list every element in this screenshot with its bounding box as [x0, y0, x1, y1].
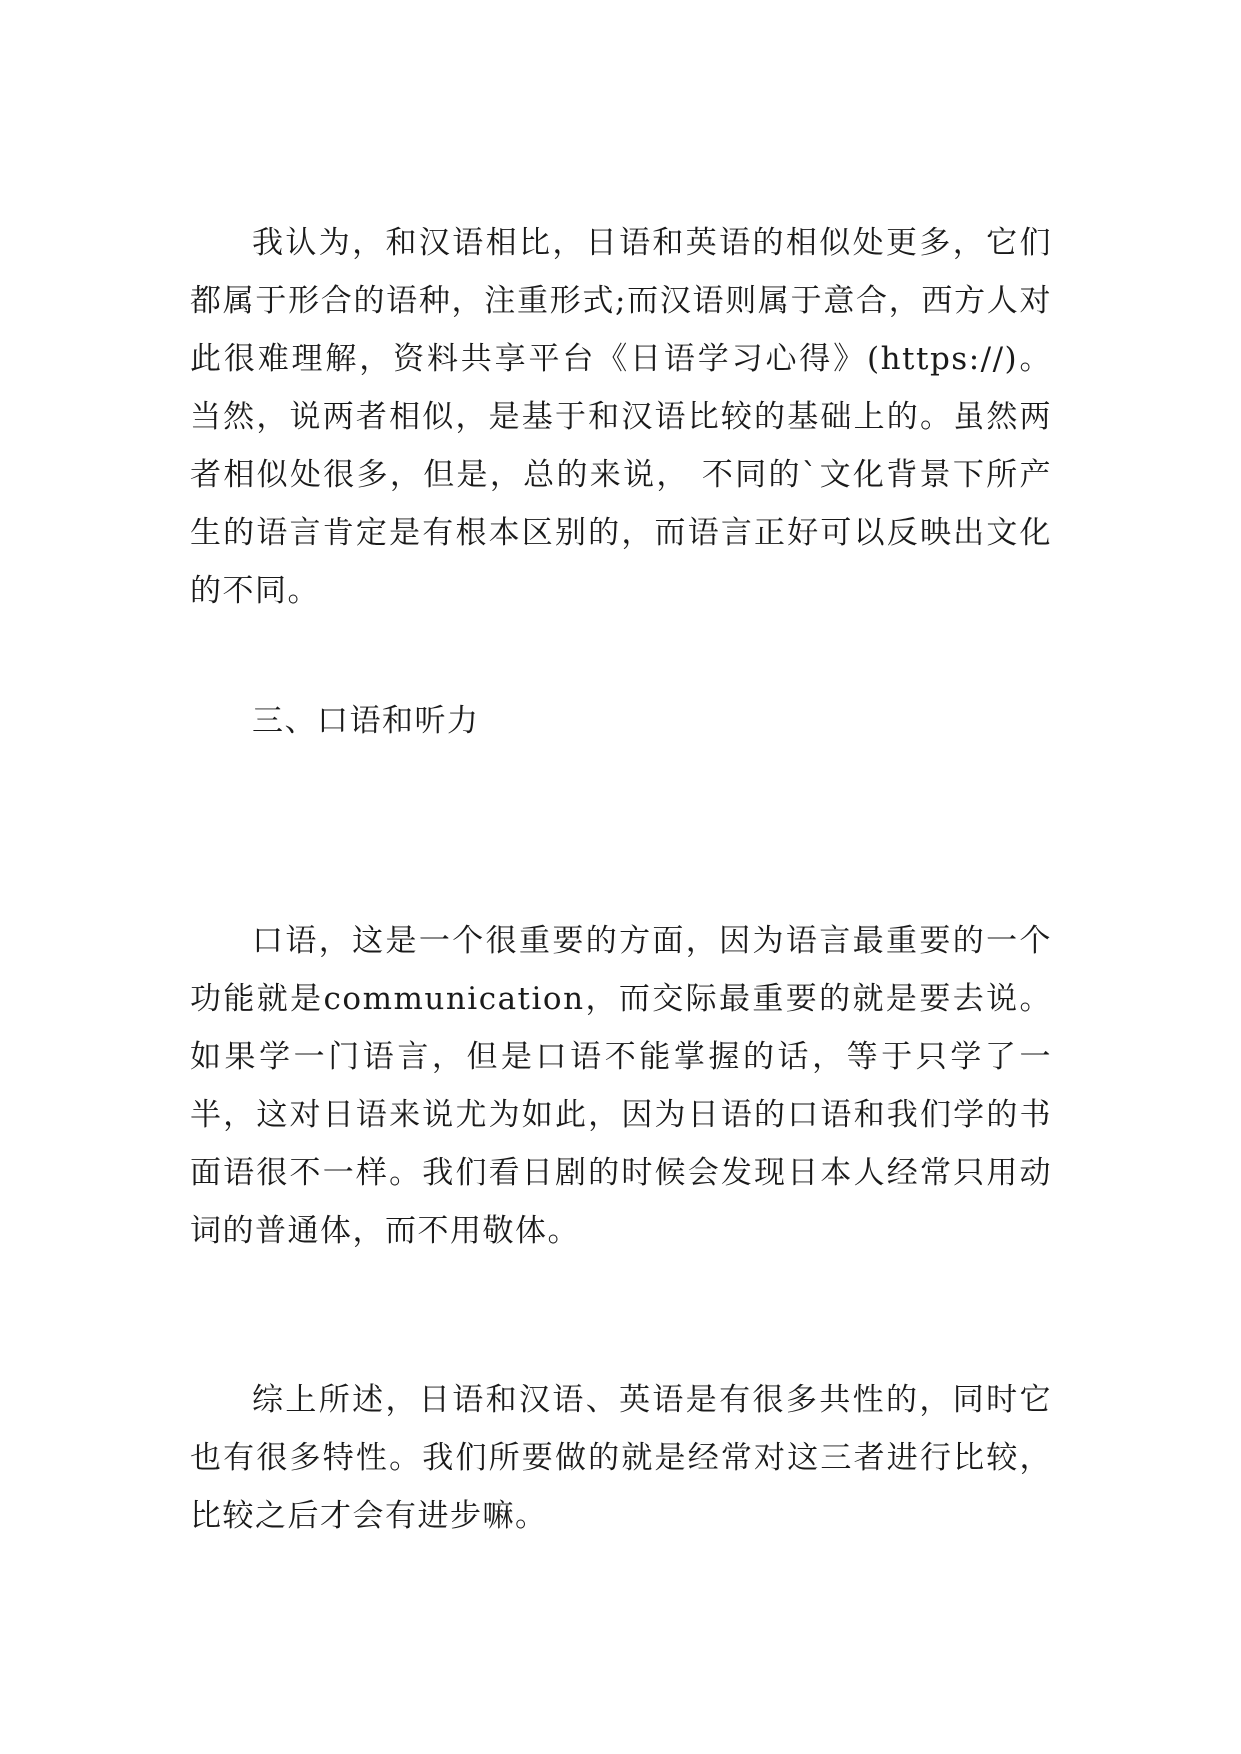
section-heading-speaking-listening: 三、口语和听力 — [252, 703, 480, 739]
paragraph-speaking: 口语，这是一个很重要的方面，因为语言最重要的一个功能就是communication，而交际最重要的就是要去说。如果学一门语言，但是口语不能掌握的话，等于只学了一半，这对日语来说尤为如此，因为日语的口语和我们学的书面语很不一样。我们看日剧的时候会发现日本人经常只用动词的普通体，而不用敬体。 — [190, 923, 1052, 1249]
paragraph-language-comparison: 我认为，和汉语相比，日语和英语的相似处更多，它们都属于形合的语种，注重形式;而汉语则属于意合，西方人对此很难理解，资料共享平台《日语学习心得》(https://)。当然，说两者相似，是基于和汉语比较的基础上的。虽然两者相似处很多，但是，总的来说， 不同的`文化背景下所产生的语言肯定是有根本区别的，而语言正好可以反映出文化的不同。 — [190, 225, 1052, 609]
paragraph-conclusion: 综上所述，日语和汉语、英语是有很多共性的，同时它也有很多特性。我们所要做的就是经常对这三者进行比较，比较之后才会有进步嘛。 — [190, 1382, 1052, 1534]
